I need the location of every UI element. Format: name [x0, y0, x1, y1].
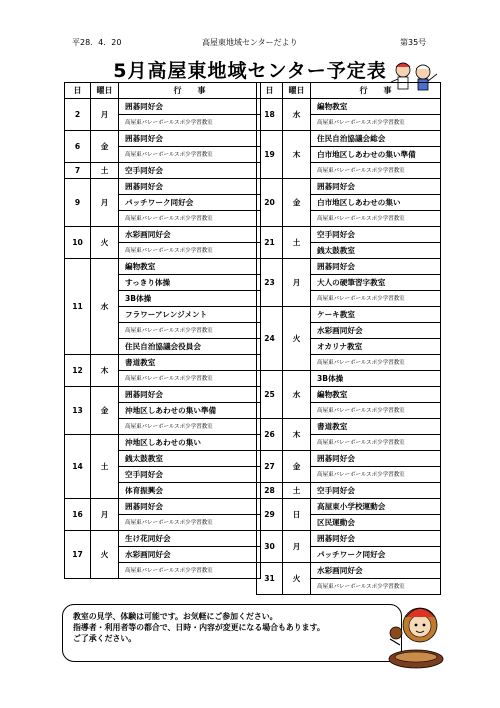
table-row: [257, 371, 441, 387]
table-row: [65, 259, 261, 275]
event-cell: 編物教室: [311, 387, 441, 403]
table-row: [65, 499, 261, 515]
weekday-cell: 木: [283, 131, 311, 179]
day-cell: 23: [257, 259, 283, 307]
event-cell: 3B体操: [311, 371, 441, 387]
taiko-mascot-illustration: [386, 595, 448, 670]
page-title: 5月高屋東地域センター予定表: [113, 60, 387, 82]
table-header-row: [65, 83, 261, 99]
event-cell: 高屋東バレーボールスポ少学習教室: [311, 467, 441, 483]
event-cell: 大人の硬筆習字教室: [311, 275, 441, 291]
event-cell: 囲碁同好会: [311, 179, 441, 195]
event-cell: 水彩画同好会: [119, 227, 261, 243]
weekday-cell: 金: [91, 387, 119, 435]
event-cell: 水彩画同好会: [311, 563, 441, 579]
event-cell: 空手同好会: [311, 483, 441, 499]
table-row: [65, 387, 261, 403]
weekday-cell: 水: [91, 259, 119, 355]
event-cell: 住民自治協議会総会: [311, 131, 441, 147]
event-cell: 高屋東バレーボールスポ少学習教室: [119, 211, 261, 227]
event-cell: 囲碁同好会: [311, 451, 441, 467]
event-cell: 囲碁同好会: [119, 131, 261, 147]
table-row: [257, 99, 441, 115]
event-cell: 生け花同好会: [119, 531, 261, 547]
day-cell: 31: [257, 563, 283, 595]
weekday-cell: 金: [283, 451, 311, 483]
table-row: [65, 531, 261, 547]
event-cell: 書道教室: [311, 419, 441, 435]
table-row: [257, 499, 441, 515]
col-day: 日: [65, 83, 91, 99]
event-cell: 高屋東バレーボールスポ少学習教室: [311, 115, 441, 131]
day-cell: 26: [257, 419, 283, 451]
day-cell: 27: [257, 451, 283, 483]
event-cell: 3B体操: [119, 291, 261, 307]
event-cell: 高屋東バレーボールスポ少学習教室: [119, 419, 261, 435]
weekday-cell: 土: [283, 483, 311, 499]
day-cell: 2: [65, 99, 91, 131]
col-event: 行 事: [119, 83, 261, 99]
event-cell: 空手同好会: [311, 227, 441, 243]
event-cell: 高屋東バレーボールスポ少学習教室: [119, 115, 261, 131]
day-cell: 11: [65, 259, 91, 355]
day-cell: 17: [65, 531, 91, 579]
event-cell: フラワーアレンジメント: [119, 307, 261, 323]
event-cell: 白市地区しあわせの集い: [311, 195, 441, 211]
event-cell: 区民運動会: [311, 515, 441, 531]
weekday-cell: 土: [283, 227, 311, 259]
weekday-cell: 水: [283, 99, 311, 131]
event-cell: すっきり体操: [119, 275, 261, 291]
weekday-cell: 水: [283, 371, 311, 419]
table-row: [65, 99, 261, 115]
schedule-table-right: [256, 82, 441, 595]
event-cell: 空手同好会: [119, 163, 261, 179]
event-cell: 銭太鼓教室: [119, 451, 261, 467]
table-row: [65, 227, 261, 243]
day-cell: 28: [257, 483, 283, 499]
event-cell: 空手同好会: [119, 467, 261, 483]
event-cell: 高屋東バレーボールスポ少学習教室: [119, 563, 261, 579]
weekday-cell: 火: [283, 563, 311, 595]
table-header-row: [257, 83, 441, 99]
event-cell: 水彩画同好会: [119, 547, 261, 563]
event-cell: 囲碁同好会: [119, 99, 261, 115]
event-cell: 高屋東バレーボールスポ少学習教室: [311, 403, 441, 419]
day-cell: 21: [257, 227, 283, 259]
event-cell: 囲碁同好会: [311, 531, 441, 547]
schedule-table-left: [64, 82, 261, 579]
event-cell: 高屋東バレーボールスポ少学習教室: [311, 435, 441, 451]
table-row: [257, 419, 441, 435]
notice-line: 教室の見学、体験は可能です。お気軽にご参加ください。: [73, 612, 278, 621]
weekday-cell: 月: [91, 99, 119, 131]
weekday-cell: 木: [283, 419, 311, 451]
day-cell: 16: [65, 499, 91, 531]
event-cell: パッチワーク同好会: [311, 547, 441, 563]
table-row: [65, 163, 261, 179]
weekday-cell: 月: [91, 179, 119, 227]
event-cell: ケーキ教室: [311, 307, 441, 323]
day-cell: 6: [65, 131, 91, 163]
event-cell: パッチワーク同好会: [119, 195, 261, 211]
col-day: 日: [257, 83, 283, 99]
table-row: [257, 563, 441, 579]
event-cell: 囲碁同好会: [119, 179, 261, 195]
day-cell: 18: [257, 99, 283, 131]
day-cell: 20: [257, 179, 283, 227]
event-cell: 高屋東バレーボールスポ少学習教室: [311, 163, 441, 179]
event-cell: 高屋東バレーボールスポ少学習教室: [311, 211, 441, 227]
event-cell: 体育振興会: [119, 483, 261, 499]
weekday-cell: 月: [283, 259, 311, 307]
issue-number: 第35号: [400, 38, 427, 47]
issue-date: 平28．4．20: [72, 38, 122, 47]
day-cell: 14: [65, 435, 91, 499]
event-cell: 高屋東バレーボールスポ少学習教室: [119, 243, 261, 259]
weekday-cell: 土: [91, 435, 119, 499]
col-weekday: 曜日: [283, 83, 311, 99]
event-cell: 住民自治協議会役員会: [119, 339, 261, 355]
table-row: [257, 179, 441, 195]
day-cell: 29: [257, 499, 283, 531]
table-row: [257, 259, 441, 275]
notice-line: 指導者・利用者等の都合で、日時・内容が変更になる場合もあります。: [73, 623, 325, 632]
event-cell: 銭太鼓教室: [311, 243, 441, 259]
event-cell: 編物教室: [311, 99, 441, 115]
table-row: [257, 227, 441, 243]
table-row: [257, 307, 441, 323]
event-cell: 高屋東小学校運動会: [311, 499, 441, 515]
weekday-cell: 土: [91, 163, 119, 179]
weekday-cell: 金: [91, 131, 119, 163]
weekday-cell: 金: [283, 179, 311, 227]
event-cell: 囲碁同好会: [119, 387, 261, 403]
weekday-cell: 火: [91, 531, 119, 579]
notice-box: [62, 604, 402, 662]
day-cell: 19: [257, 131, 283, 179]
event-cell: 高屋東バレーボールスポ少学習教室: [119, 371, 261, 387]
weekday-cell: 日: [283, 499, 311, 531]
weekday-cell: 木: [91, 355, 119, 387]
event-cell: 沖地区しあわせの集い準備: [119, 403, 261, 419]
table-row: [65, 355, 261, 371]
day-cell: 30: [257, 531, 283, 563]
col-event: 行 事: [311, 83, 441, 99]
event-cell: 高屋東バレーボールスポ少学習教室: [119, 515, 261, 531]
event-cell: 高屋東バレーボールスポ少学習教室: [119, 323, 261, 339]
day-cell: 10: [65, 227, 91, 259]
event-cell: 書道教室: [119, 355, 261, 371]
event-cell: 沖地区しあわせの集い: [119, 435, 261, 451]
table-row: [257, 531, 441, 547]
day-cell: 13: [65, 387, 91, 435]
weekday-cell: 火: [91, 227, 119, 259]
weekday-cell: 火: [283, 307, 311, 371]
day-cell: 7: [65, 163, 91, 179]
event-cell: 高屋東バレーボールスポ少学習教室: [311, 579, 441, 595]
event-cell: 水彩画同好会: [311, 323, 441, 339]
event-cell: 編物教室: [119, 259, 261, 275]
event-cell: オカリナ教室: [311, 339, 441, 355]
col-weekday: 曜日: [91, 83, 119, 99]
table-row: [65, 179, 261, 195]
event-cell: 囲碁同好会: [119, 499, 261, 515]
day-cell: 9: [65, 179, 91, 227]
event-cell: 高屋東バレーボールスポ少学習教室: [311, 291, 441, 307]
table-row: [257, 483, 441, 499]
weekday-cell: 月: [91, 499, 119, 531]
table-row: [257, 451, 441, 467]
weekday-cell: 月: [283, 531, 311, 563]
table-row: [65, 435, 261, 451]
day-cell: 12: [65, 355, 91, 387]
event-cell: 囲碁同好会: [311, 259, 441, 275]
event-cell: 白市地区しあわせの集い準備: [311, 147, 441, 163]
table-row: [257, 131, 441, 147]
notice-line: ご了承ください。: [73, 634, 137, 643]
event-cell: 高屋東バレーボールスポ少学習教室: [311, 355, 441, 371]
day-cell: 25: [257, 371, 283, 419]
event-cell: 高屋東バレーボールスポ少学習教室: [119, 147, 261, 163]
table-row: [65, 131, 261, 147]
publication-name: 高屋東地域センターだより: [202, 38, 298, 47]
day-cell: 24: [257, 307, 283, 371]
